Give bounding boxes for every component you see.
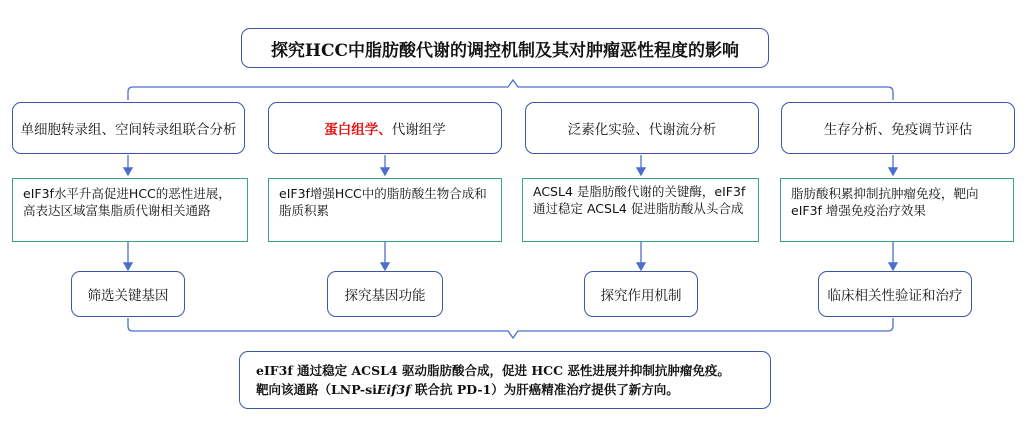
bottom-bracket — [128, 318, 893, 338]
finding-text-4: 脂肪酸积累抑制抗肿瘤免疫，靶向eIF3f 增强免疫治疗效果 — [791, 186, 979, 218]
finding-box-2 — [268, 178, 502, 242]
conclusion-text — [256, 361, 730, 399]
step-label-2: 探究基因功能 — [344, 288, 426, 304]
method-box-2 — [268, 102, 502, 154]
finding-box-3 — [522, 178, 759, 242]
method-box-1 — [12, 102, 245, 154]
step-label-3: 探究作用机制 — [600, 288, 682, 304]
finding-text-2: eIF3f增强HCC中的脂肪酸生物合成和脂质积累 — [279, 186, 487, 218]
conclusion-line-2-b: 联合抗 PD-1）为肝癌精准治疗提供了新方向。 — [410, 382, 679, 397]
title-text: 探究HCC中脂肪酸代谢的调控机制及其对肿瘤恶性程度的影响 — [270, 40, 740, 61]
step-label-1: 筛选关键基因 — [87, 288, 169, 304]
step-box-3 — [584, 271, 698, 317]
method-label-1: 单细胞转录组、空间转录组联合分析 — [20, 122, 237, 138]
finding-text-1: eIF3f水平升高促进HCC的恶性进展，高表达区域富集脂质代谢相关通路 — [23, 186, 231, 218]
method-label-2: 代谢组学 — [391, 122, 446, 138]
conclusion-gene-name: Eif3f — [376, 382, 411, 397]
conclusion-line-2-a: 靶向该通路（LNP-si — [256, 382, 377, 397]
top-bracket — [128, 80, 893, 100]
method-emphasis-2: 蛋白组学、 — [324, 122, 392, 138]
conclusion-line-1: eIF3f 通过稳定 ACSL4 驱动脂肪酸合成，促进 HCC 恶性进展并抑制抗肿瘤免疫。 — [256, 363, 730, 378]
method-label-4: 生存分析、免疫调节评估 — [823, 122, 973, 138]
step-box-1 — [71, 271, 185, 317]
step-box-2 — [327, 271, 443, 317]
method-label-3: 泛素化实验、代谢流分析 — [567, 122, 717, 138]
step-box-4 — [818, 271, 972, 317]
finding-text-3: ACSL4 是脂肪酸代谢的关键酶，eIF3f 通过稳定 ACSL4 促进脂肪酸从头合成 — [533, 184, 746, 216]
finding-box-4 — [780, 178, 1014, 242]
method-box-3 — [525, 102, 759, 154]
title-box — [241, 28, 769, 68]
method-box-4 — [781, 102, 1015, 154]
step-label-4: 临床相关性验证和治疗 — [827, 288, 963, 304]
conclusion-box — [239, 351, 771, 409]
finding-box-1 — [12, 178, 248, 242]
conclusion-line-2 — [256, 380, 730, 399]
